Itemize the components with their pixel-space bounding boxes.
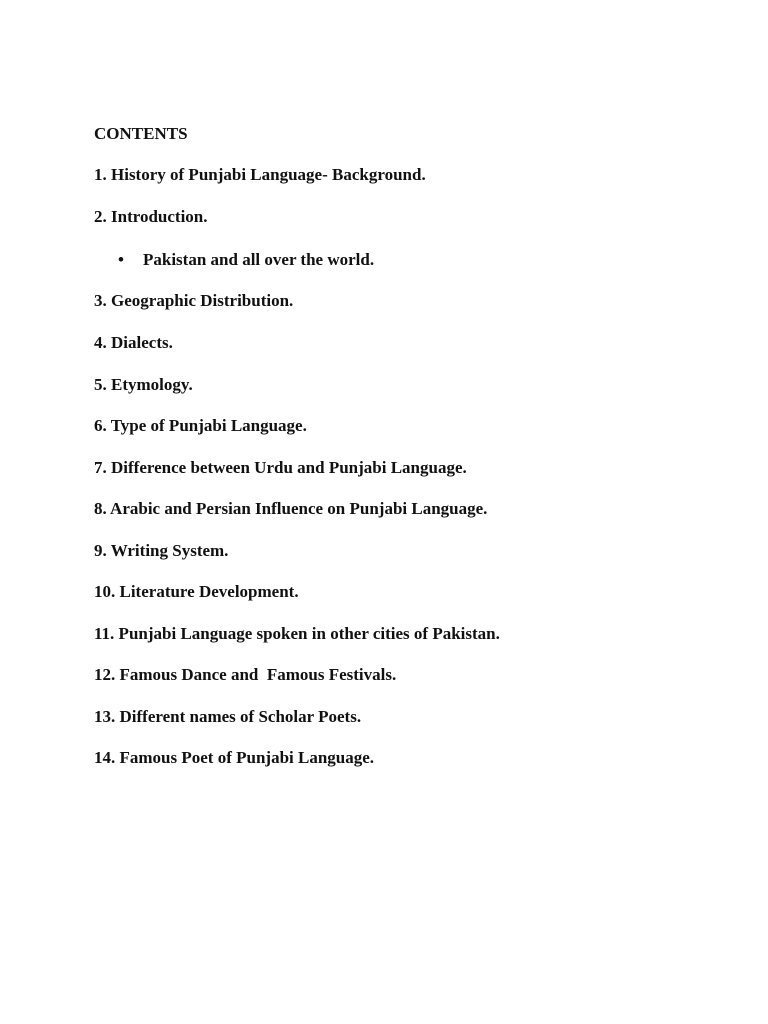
toc-item-13: 13. Different names of Scholar Poets.	[94, 707, 362, 726]
toc-subitem-text: Pakistan and all over the world.	[143, 250, 375, 269]
toc-item-3: 3. Geographic Distribution.	[94, 291, 294, 310]
toc-subitem	[118, 250, 374, 270]
toc-item-6: 6. Type of Punjabi Language.	[94, 416, 307, 435]
bullet-icon: •	[118, 250, 124, 269]
toc-item-2: 2. Introduction.	[94, 207, 208, 226]
toc-item-9: 9. Writing System.	[94, 541, 229, 560]
toc-item-7: 7. Difference between Urdu and Punjabi Language.	[94, 458, 467, 477]
toc-item-14: 14. Famous Poet of Punjabi Language.	[94, 748, 375, 767]
toc-item-12: 12. Famous Dance and Famous Festivals.	[94, 665, 397, 684]
toc-item-10: 10. Literature Development.	[94, 582, 299, 601]
toc-item-8: 8. Arabic and Persian Influence on Punjabi Language.	[94, 499, 488, 518]
contents-heading: CONTENTS	[94, 124, 188, 143]
toc-item-11: 11. Punjabi Language spoken in other cities of Pakistan.	[94, 624, 500, 643]
toc-item-1: 1. History of Punjabi Language- Background.	[94, 165, 426, 184]
toc-item-4: 4. Dialects.	[94, 333, 173, 352]
toc-item-5: 5. Etymology.	[94, 375, 193, 394]
